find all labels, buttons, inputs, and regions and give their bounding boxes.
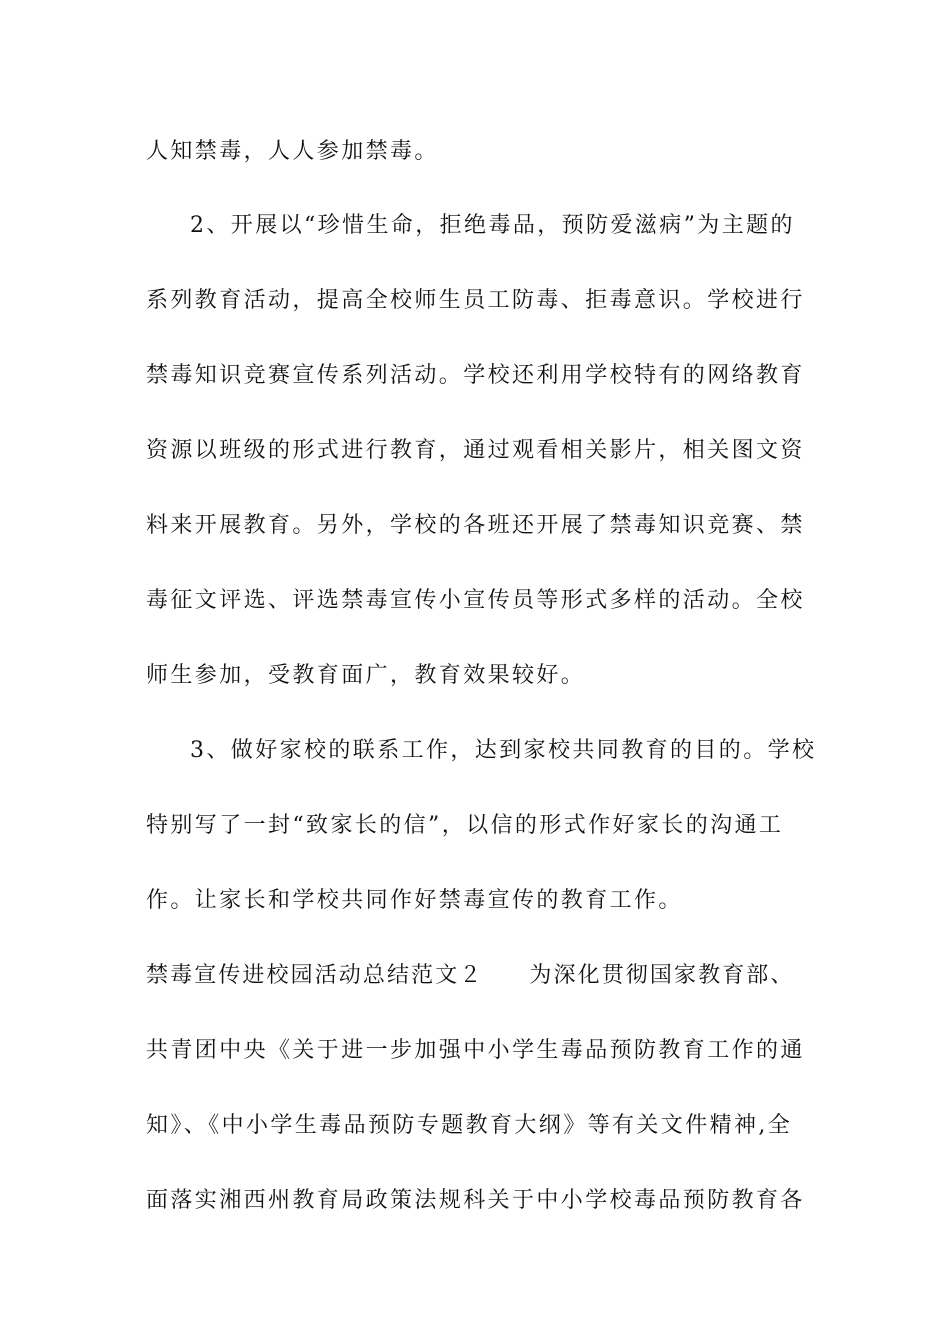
paragraph-line-2: 2、开展以“珍惜生命，拒绝毒品，预防爱滋病”为主题的 xyxy=(190,213,795,238)
section-lead: 为深化贯彻国家教育部、 xyxy=(529,963,795,988)
section-line-2: 知》、《中小学生毒品预防专题教育大纲》等有关文件精神,全 xyxy=(146,1113,793,1138)
paragraph-line-5: 资源以班级的形式进行教育，通过观看相关影片，相关图文资 xyxy=(146,438,805,463)
paragraph-line-10: 特别写了一封“致家长的信”，以信的形式作好家长的沟通工 xyxy=(146,813,784,838)
paragraph-line-3: 系列教育活动，提高全校师生员工防毒、拒毒意识。学校进行 xyxy=(146,288,805,313)
paragraph-line-7: 毒征文评选、评选禁毒宣传小宣传员等形式多样的活动。全校 xyxy=(146,588,805,613)
section-title: 禁毒宣传进校园活动总结范文２ xyxy=(146,963,484,988)
paragraph-line-11: 作。让家长和学校共同作好禁毒宣传的教育工作。 xyxy=(146,888,683,913)
paragraph-line-8: 师生参加，受教育面广，教育效果较好。 xyxy=(146,663,586,688)
paragraph-line-1: 人知禁毒，人人参加禁毒。 xyxy=(146,139,439,164)
paragraph-line-4: 禁毒知识竞赛宣传系列活动。学校还利用学校特有的网络教育 xyxy=(146,363,805,388)
section-heading-line xyxy=(146,961,826,991)
paragraph-line-6: 料来开展教育。另外，学校的各班还开展了禁毒知识竞赛、禁 xyxy=(146,513,805,538)
paragraph-line-9: 3、做好家校的联系工作，达到家校共同教育的目的。学校 xyxy=(190,738,817,763)
section-line-3: 面落实湘西州教育局政策法规科关于中小学校毒品预防教育各 xyxy=(146,1188,805,1213)
section-line-1: 共青团中央《关于进一步加强中小学生毒品预防教育工作的通 xyxy=(146,1038,805,1063)
